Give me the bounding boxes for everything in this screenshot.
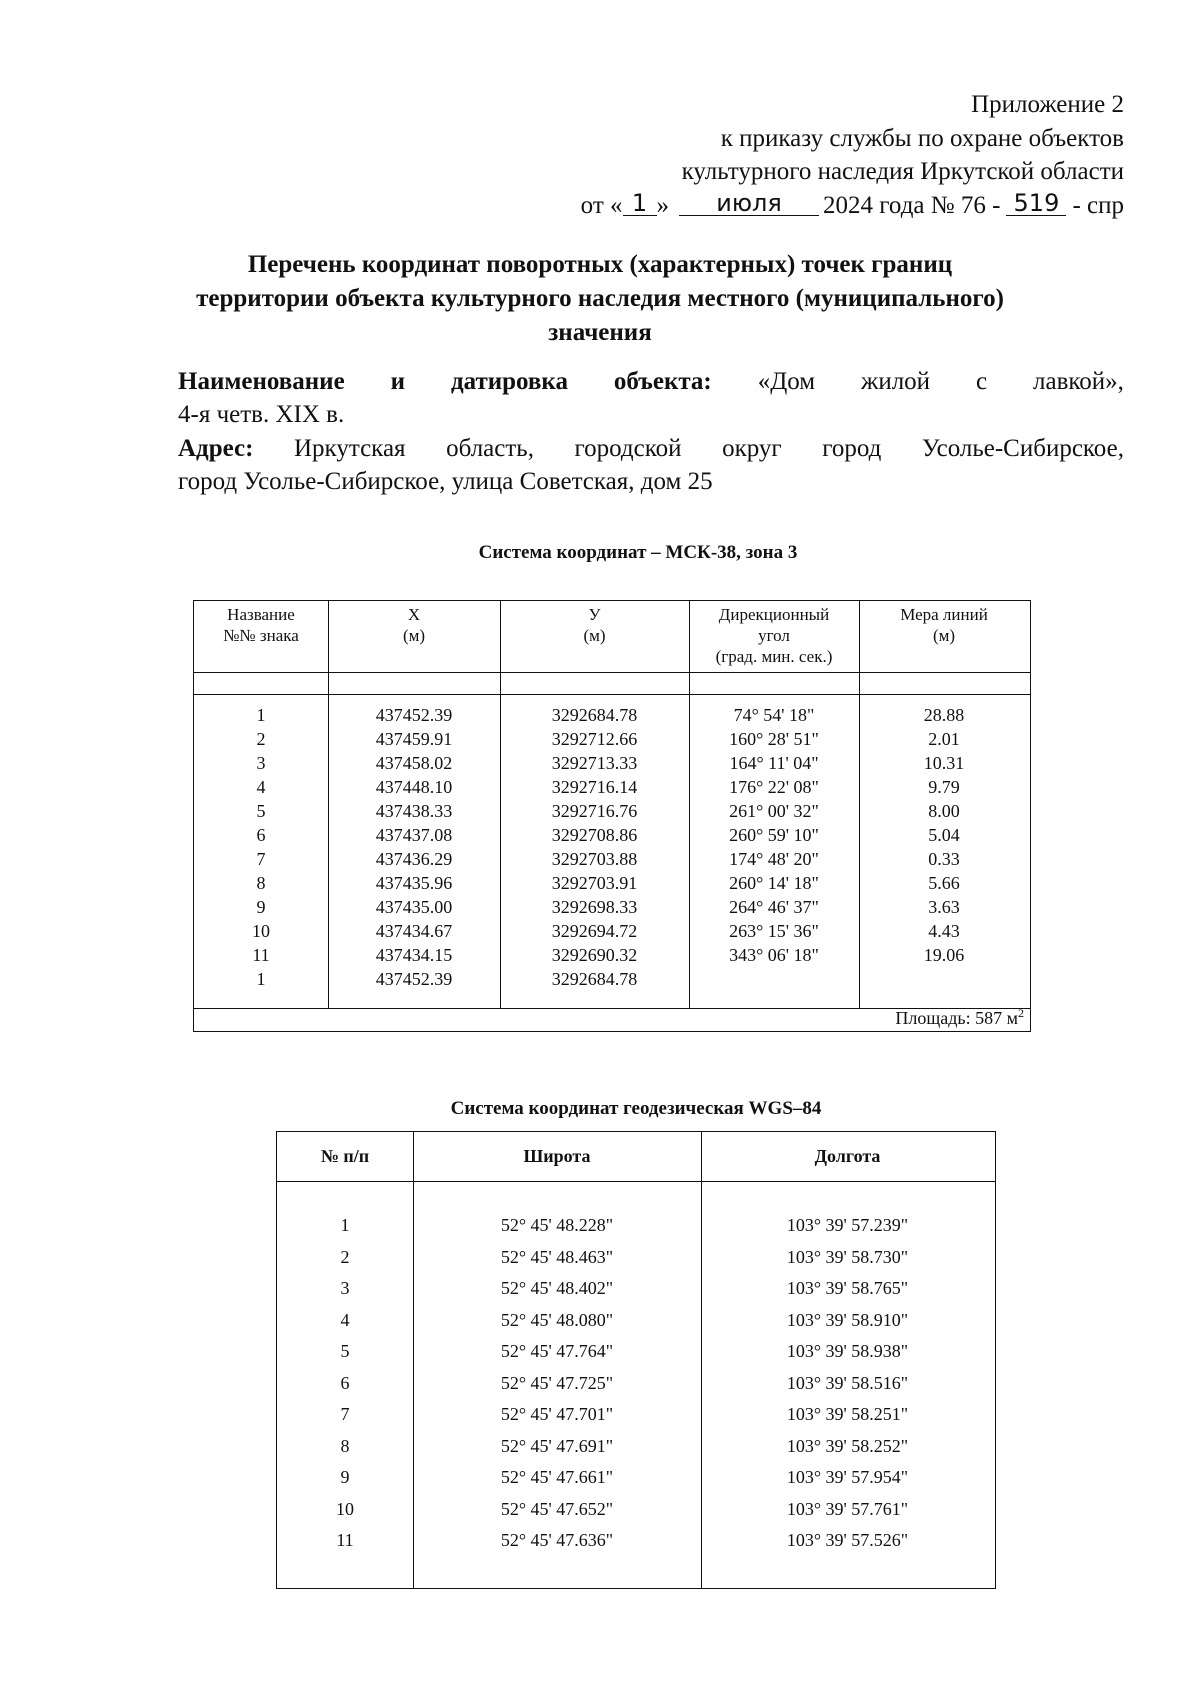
table-cell-angle: 74° 54' 18" [733,705,815,725]
header-number: № п/п [320,1146,370,1166]
header-text: Название [227,605,295,624]
address-line-2: город Усолье-Сибирское, улица Советская, дом 25 [178,468,713,495]
area-total [895,1006,1024,1029]
header-y [500,604,689,646]
column-length [859,703,1029,967]
name-value-word: «Дом [757,368,816,395]
name-label-word: и [390,368,406,395]
table-cell-longitude: 103° 39' 57.239" [786,1215,909,1235]
table-cell-y: 3292716.14 [551,777,638,797]
column-y [500,703,689,991]
header-point-name [194,604,328,646]
table-cell-x: 437435.00 [375,897,453,917]
table-cell-longitude: 103° 39' 57.526" [786,1530,909,1550]
order-date-line [581,191,1124,221]
table-cell-latitude: 52° 45' 47.691" [500,1435,614,1456]
document-title [150,248,1050,350]
table-cell-longitude: 103° 39' 58.251" [786,1404,909,1424]
table-cell-length: 4.43 [928,921,960,941]
table-cell-angle: 260° 14' 18" [729,873,819,893]
table-cell-longitude: 103° 39' 58.252" [786,1435,909,1456]
table-cell-x: 437435.96 [375,873,453,893]
appendix-title: Приложение 2 [971,91,1124,118]
table-cell-number: 1 [340,1215,350,1235]
table-cell-number: 4 [340,1309,350,1330]
table-cell-y: 3292694.72 [551,921,638,941]
header-text: (м) [932,626,956,645]
table-cell-x: 437438.33 [375,801,453,821]
table-divider [194,694,1030,695]
table-cell-number: 3 [340,1278,350,1298]
table-cell-latitude: 52° 45' 48.080" [500,1309,614,1330]
table-cell-point: 1 [256,969,266,989]
table-cell-angle: 261° 00' 32" [729,801,819,821]
table-cell-y: 3292684.78 [551,969,638,989]
address-word: город [822,435,882,462]
table-cell-y: 3292708.86 [551,825,638,845]
table-cell-angle: 176° 22' 08" [729,777,819,797]
column-longitude [701,1210,994,1557]
column-latitude [413,1210,701,1557]
table-cell-latitude: 52° 45' 48.402" [500,1278,614,1298]
table-cell-y: 3292703.91 [551,873,638,893]
name-label-word: объекта: [613,368,712,395]
table-cell-angle: 164° 11' 04" [729,753,819,773]
table-cell-number: 11 [336,1530,354,1550]
area-unit-power: 2 [1018,1006,1024,1020]
header-text: угол [758,626,790,645]
table-cell-latitude: 52° 45' 48.228" [500,1215,614,1235]
handwritten-month: июля [679,191,819,216]
address-word: Иркутская [294,435,406,462]
table-cell-point: 11 [252,945,270,965]
table-cell-x: 437458.02 [375,753,453,773]
table-cell-point: 6 [256,825,266,845]
table-cell-point: 7 [256,849,266,869]
table-cell-y: 3292716.76 [551,801,638,821]
table-cell-longitude: 103° 39' 58.910" [786,1309,909,1330]
table-cell-y: 3292684.78 [551,705,638,725]
table-cell-length: 28.88 [923,705,965,725]
table-cell-point: 5 [256,801,266,821]
header-latitude: Широта [523,1146,591,1166]
table-cell-x: 437434.67 [375,921,453,941]
table-cell-length: 19.06 [923,945,965,965]
table-cell-point: 8 [256,873,266,893]
table-cell-x: 437434.15 [375,945,453,965]
area-label: Площадь: 587 м [895,1008,1018,1028]
table-cell-number: 2 [340,1246,350,1267]
column-number [277,1210,413,1557]
column-point-names [194,703,328,991]
table-cell-length: 8.00 [928,801,960,821]
table-cell-longitude: 103° 39' 57.761" [786,1498,909,1519]
table-cell-longitude: 103° 39' 58.516" [786,1372,909,1393]
wgs-table-caption: Система координат геодезическая WGS–84 [450,1098,822,1119]
table-cell-latitude: 52° 45' 47.725" [500,1372,614,1393]
table-cell-length: 5.04 [928,825,960,845]
header-text: №№ знака [223,626,299,645]
authority-line: культурного наследия Иркутской области [681,158,1124,185]
header-text: Дирекционный [718,605,830,624]
table-divider [194,672,1030,673]
table-cell-number: 5 [340,1341,350,1361]
name-value-word: с [976,368,988,395]
address-word: округ [722,435,782,462]
header-text: (м) [402,626,426,645]
address-word: городской [574,435,682,462]
table-cell-angle: 264° 46' 37" [729,897,819,917]
name-value-word: лавкой», [1033,368,1124,395]
handwritten-order-number: 519 [1006,191,1066,216]
msk-table-caption: Система координат – МСК-38, зона 3 [478,542,798,563]
table-cell-length: 3.63 [928,897,960,917]
header-text: X [407,605,421,624]
date-prefix: от « [580,192,623,219]
address-line [178,432,1124,465]
table-cell-point: 2 [256,729,266,749]
table-cell-angle: 263° 15' 36" [729,921,819,941]
table-cell-latitude: 52° 45' 47.701" [500,1404,614,1424]
name-value-word: жилой [861,368,931,395]
table-cell-angle: 260° 59' 10" [729,825,819,845]
table-cell-angle: 160° 28' 51" [729,729,819,749]
table-cell-y: 3292698.33 [551,897,638,917]
table-cell-angle: 174° 48' 20" [729,849,819,869]
title-line: значения [548,319,652,346]
table-cell-number: 6 [340,1372,350,1393]
table-cell-y: 3292712.66 [551,729,638,749]
table-cell-x: 437452.39 [375,705,453,725]
table-cell-y: 3292703.88 [551,849,638,869]
table-cell-point: 1 [256,705,266,725]
header-text: (м) [583,626,606,645]
table-cell-y: 3292690.32 [551,945,638,965]
header-x [328,604,500,646]
table-cell-point: 4 [256,777,266,797]
table-cell-length: 10.31 [923,753,965,773]
header-text: У [588,605,601,624]
table-cell-x: 437448.10 [375,777,453,797]
order-suffix: - спр [1072,192,1124,219]
table-cell-point: 3 [256,753,266,773]
table-cell-length: 5.66 [928,873,960,893]
table-cell-latitude: 52° 45' 48.463" [500,1246,614,1267]
header-direction-angle [689,604,859,667]
table-cell-y: 3292713.33 [551,753,638,773]
table-cell-longitude: 103° 39' 58.765" [786,1278,909,1298]
table-cell-longitude: 103° 39' 57.954" [786,1467,909,1487]
table-cell-longitude: 103° 39' 58.730" [786,1246,909,1267]
table-cell-x: 437437.08 [375,825,453,845]
title-line: территории объекта культурного наследия местного (муниципального) [196,285,1004,312]
table-cell-x: 437459.91 [375,729,453,749]
address-word: Усолье-Сибирское, [921,435,1124,462]
header-text: Мера линий [900,605,988,624]
address-label: Адрес: [178,435,254,462]
order-reference-line: к приказу службы по охране объектов [720,125,1124,152]
table-cell-number: 7 [340,1404,350,1424]
header-line-length [859,604,1029,646]
table-cell-angle: 343° 06' 18" [729,945,819,965]
wgs-coordinates-table [276,1131,996,1589]
date-mid: » [656,192,670,219]
header-text: (град. мин. сек.) [715,647,833,666]
table-cell-number: 9 [340,1467,350,1487]
name-label-word: датировка [450,368,568,395]
table-cell-length: 9.79 [928,777,960,797]
header-longitude: Долгота [814,1146,881,1166]
object-name-line [178,365,1124,398]
table-cell-number: 10 [336,1498,354,1519]
table-cell-latitude: 52° 45' 47.661" [500,1467,614,1487]
table-cell-latitude: 52° 45' 47.636" [500,1530,614,1550]
year-text: 2024 года № 76 - [823,192,1001,219]
table-cell-longitude: 103° 39' 58.938" [786,1341,909,1361]
table-cell-point: 10 [252,921,270,941]
table-cell-x: 437452.39 [375,969,453,989]
msk-coordinates-table [193,600,1031,1032]
column-angle [689,703,859,967]
name-label-word: Наименование [178,368,345,395]
table-cell-length: 2.01 [928,729,960,749]
handwritten-day: 1 [623,191,657,216]
object-dating: 4-я четв. XIX в. [178,401,345,428]
title-line: Перечень координат поворотных (характерных) точек границ [247,251,953,278]
table-cell-latitude: 52° 45' 47.652" [500,1498,614,1519]
table-cell-x: 437436.29 [375,849,453,869]
table-cell-length: 0.33 [928,849,960,869]
table-divider [277,1181,995,1182]
table-cell-number: 8 [340,1435,350,1456]
table-cell-latitude: 52° 45' 47.764" [500,1341,614,1361]
column-x [328,703,500,991]
table-cell-point: 9 [256,897,266,917]
address-word: область, [446,435,534,462]
